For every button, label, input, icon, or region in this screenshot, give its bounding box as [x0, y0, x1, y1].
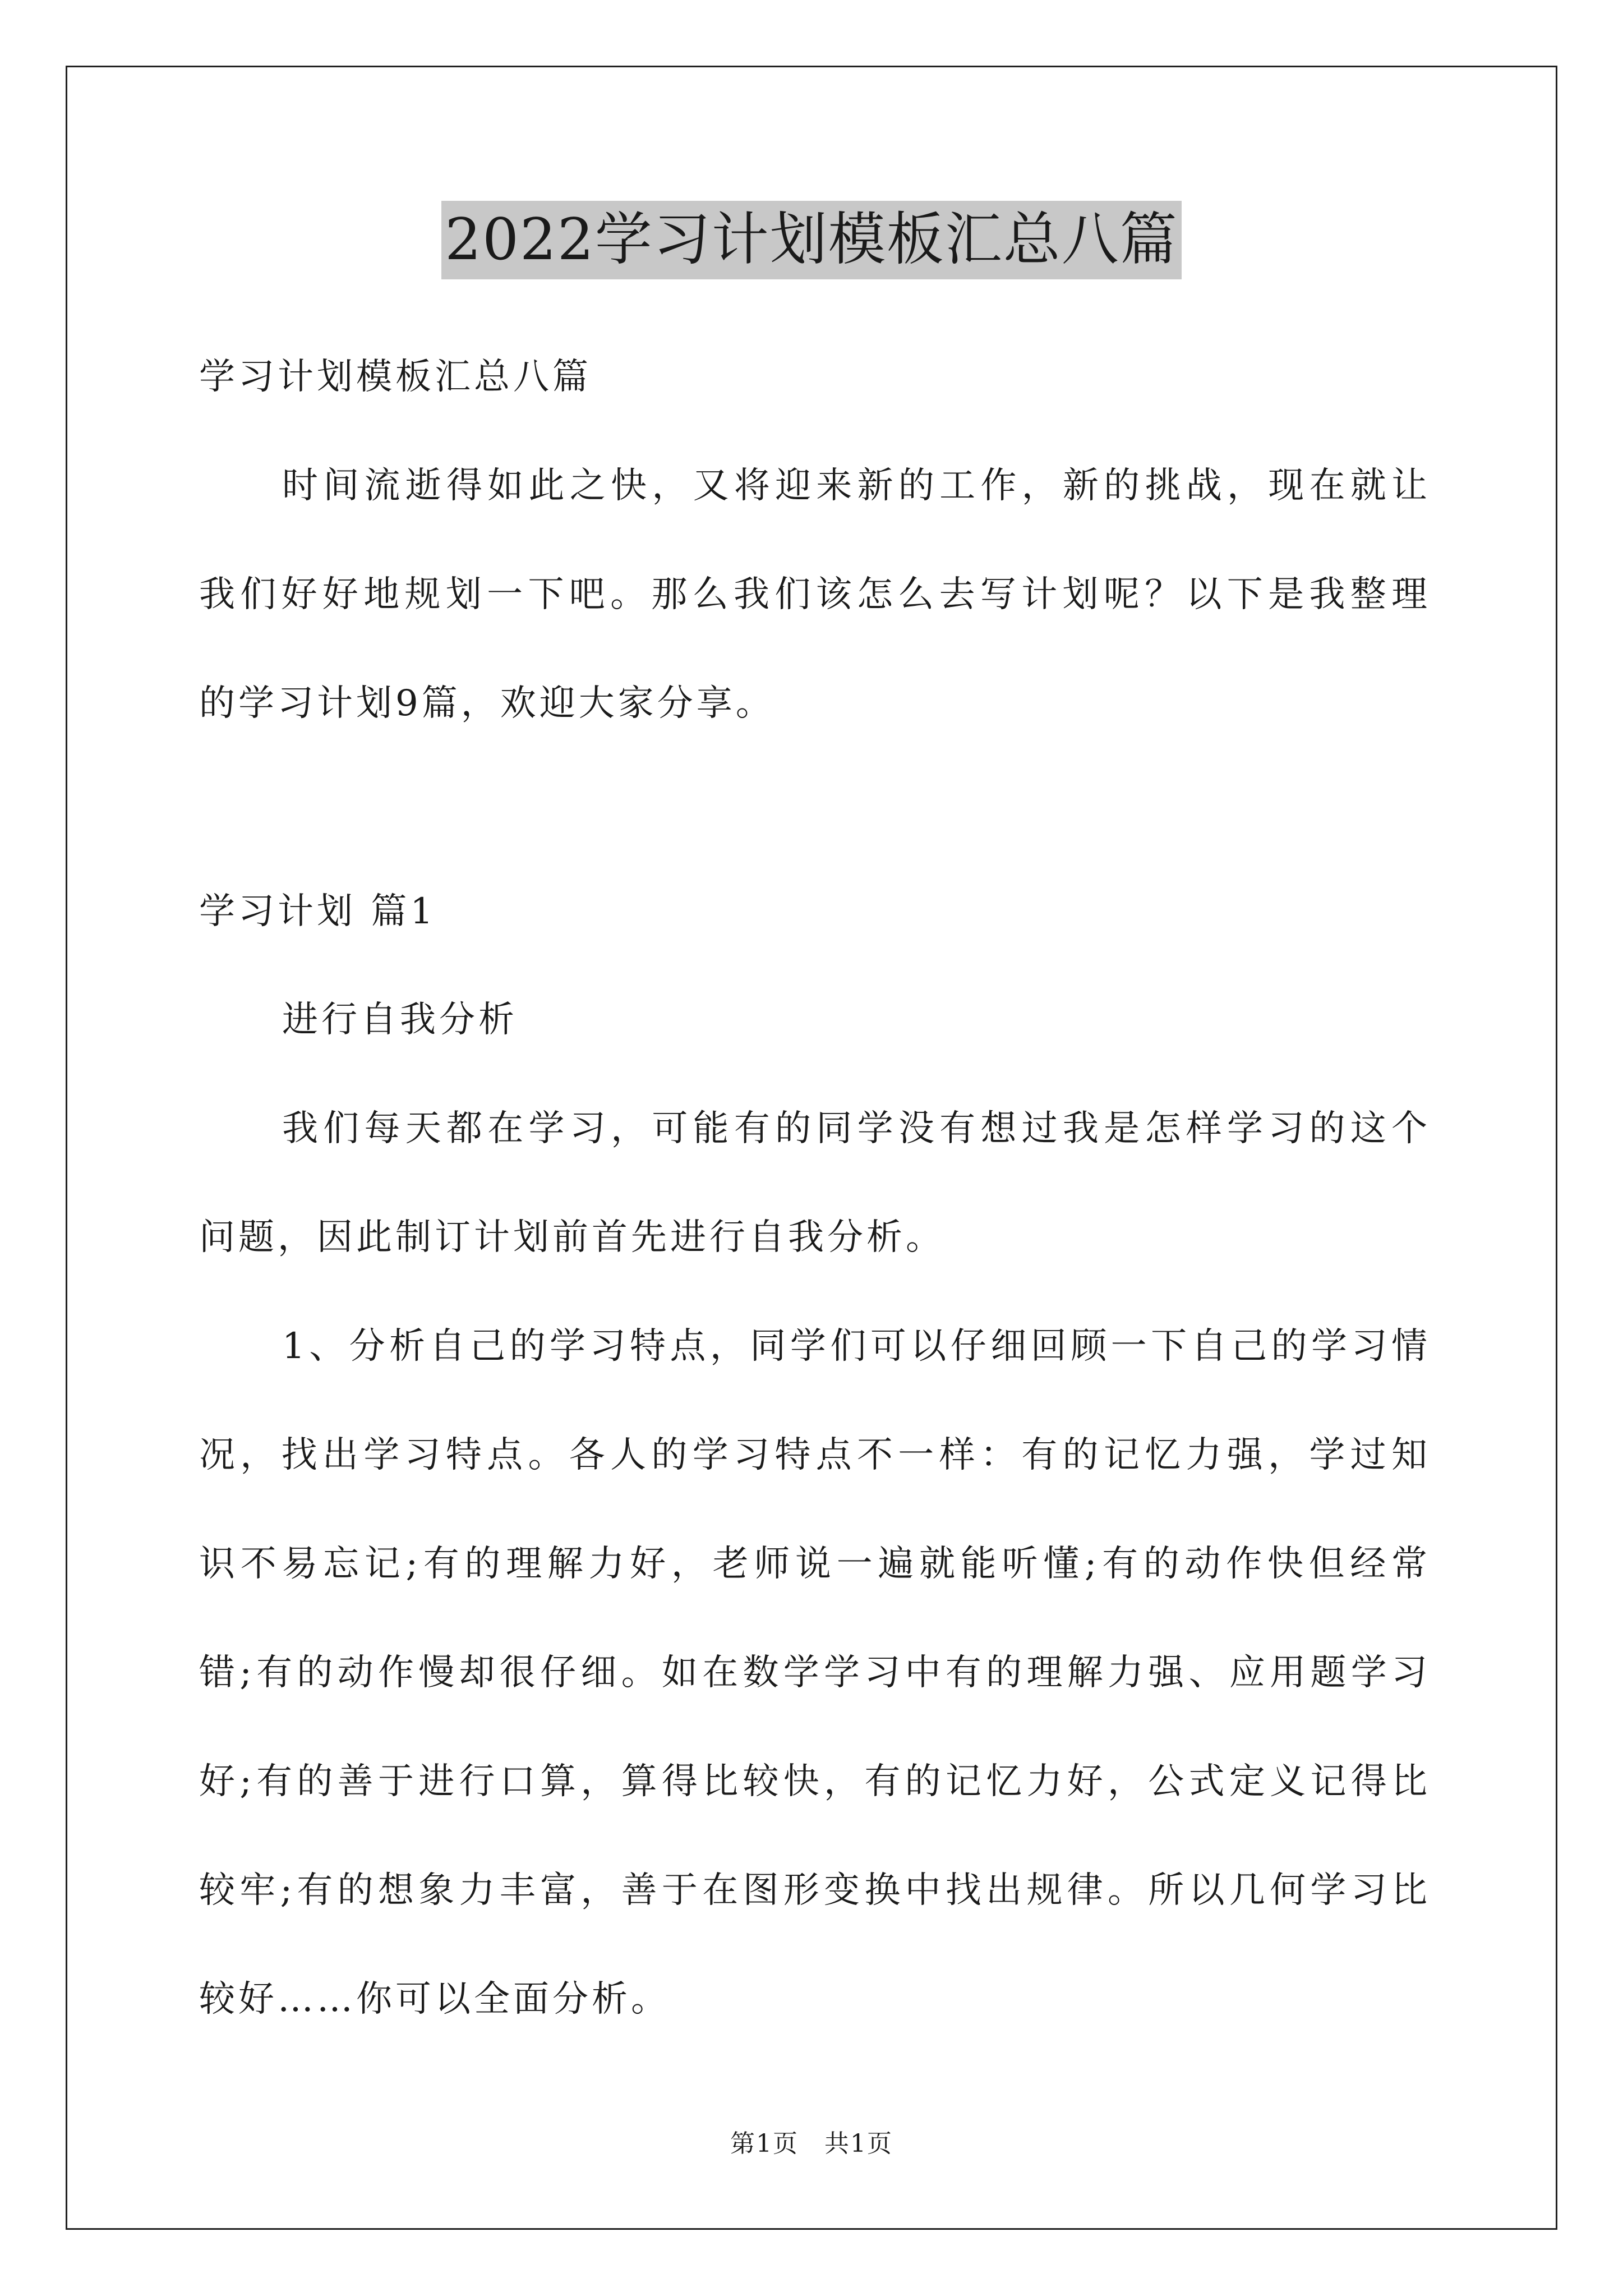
paragraph-line: 况，找出学习特点。各人的学习特点不一样：有的记忆力强，学过知 [199, 1434, 1427, 1476]
paragraph-line: 问题，因此制订计划前首先进行自我分析。 [199, 1217, 945, 1258]
paragraph-line: 1、分析自己的学习特点，同学们可以仔细回顾一下自己的学习情 [282, 1326, 1427, 1367]
paragraph-line: 较好……你可以全面分析。 [199, 1978, 670, 2020]
title-container [0, 201, 1623, 279]
intro-line: 我们好好地规划一下吧。那么我们该怎么去写计划呢？以下是我整理 [199, 574, 1427, 615]
section-heading: 学习计划 篇1 [199, 891, 437, 932]
paragraph-line: 识不易忘记;有的理解力好，老师说一遍就能听懂;有的动作快但经常 [199, 1543, 1427, 1585]
document-subtitle: 学习计划模板汇总八篇 [199, 356, 592, 398]
page-footer: 第1页 共1页 [730, 2129, 893, 2158]
subheading: 进行自我分析 [282, 999, 518, 1041]
paragraph-line: 较牢;有的想象力丰富，善于在图形变换中找出规律。所以几何学习比 [199, 1870, 1427, 1911]
intro-line: 时间流逝得如此之快，又将迎来新的工作，新的挑战，现在就让 [282, 465, 1427, 507]
paragraph-line: 错;有的动作慢却很仔细。如在数学学习中有的理解力强、应用题学习 [199, 1652, 1427, 1694]
paragraph-line: 我们每天都在学习，可能有的同学没有想过我是怎样学习的这个 [282, 1108, 1427, 1149]
intro-line: 的学习计划9篇，欢迎大家分享。 [199, 683, 775, 724]
paragraph-line: 好;有的善于进行口算，算得比较快，有的记忆力好，公式定义记得比 [199, 1761, 1427, 1802]
document-title: 2022学习计划模板汇总八篇 [441, 201, 1182, 279]
